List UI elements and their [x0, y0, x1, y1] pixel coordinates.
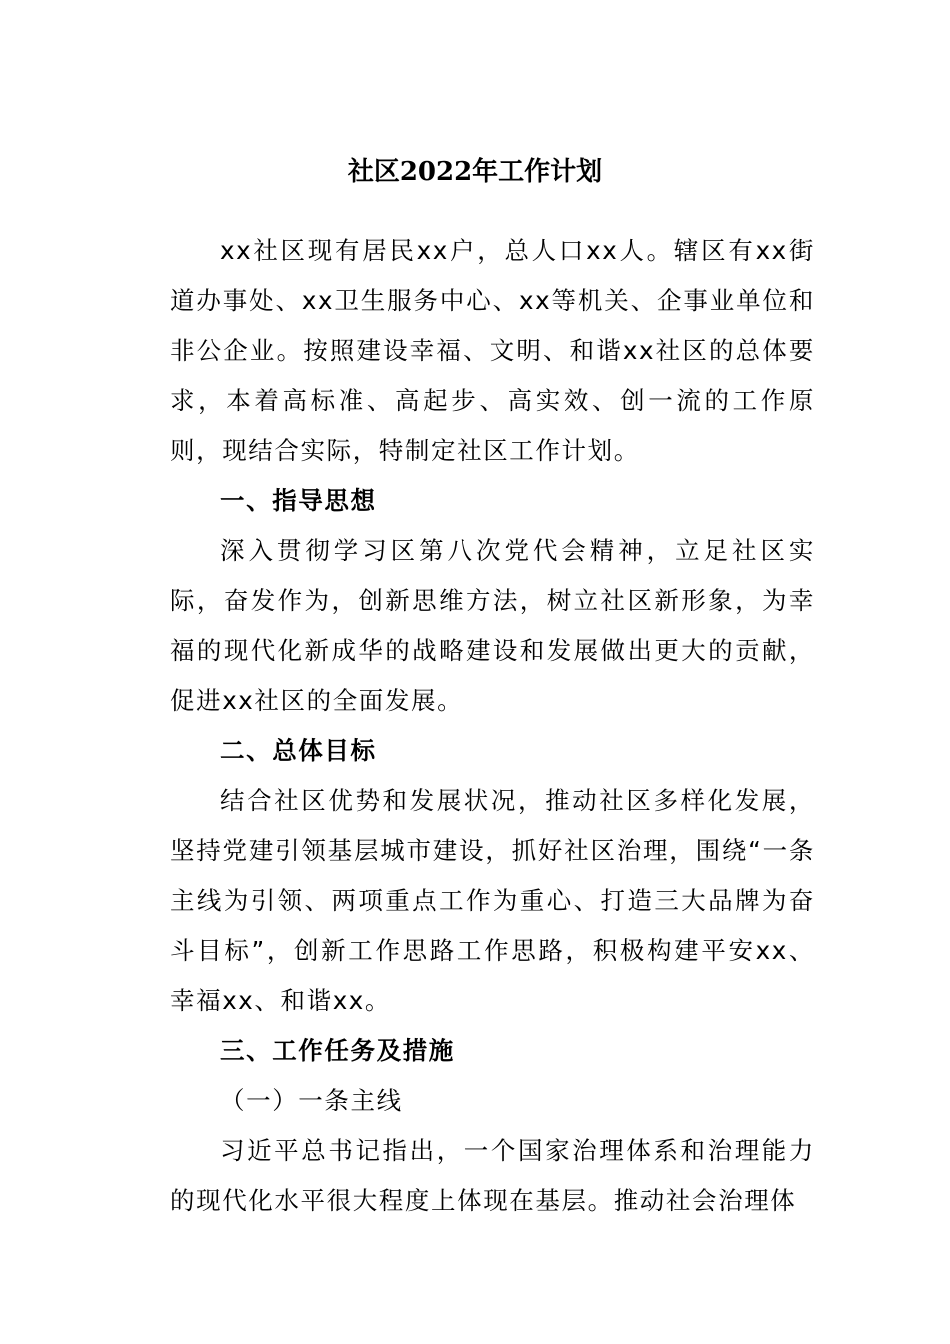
guiding-ideology-paragraph: 深入贯彻学习区第八次党代会精神，立足社区实际，奋发作为，创新思维方法，树立社区新形象，为幸福的现代化新成华的战略建设和发展做出更大的贡献，促进xx社区的全面发展。: [170, 536, 815, 715]
overall-goals-paragraph: 结合社区优势和发展状况，推动社区多样化发展，坚持党建引领基层城市建设，抓好社区治理，围绕“一条主线为引领、两项重点工作为重心、打造三大品牌为奋斗目标”，创新工作思路工作思路，积极构建平安xx、幸福xx、和谐xx。: [170, 786, 815, 1015]
section-heading-overall-goals: 二、总体目标: [220, 736, 377, 765]
section-heading-guiding-ideology: 一、指导思想: [220, 486, 377, 515]
document-body: [170, 226, 815, 1226]
document-title: 社区2022年工作计划: [347, 157, 603, 187]
intro-paragraph: xx社区现有居民xx户，总人口xx人。辖区有xx街道办事处、xx卫生服务中心、xx等机关、企事业单位和非公企业。按照建设幸福、文明、和谐xx社区的总体要求，本着高标准、高起步、高实效、创一流的工作原则，现结合实际，特制定社区工作计划。: [170, 236, 815, 465]
section-heading-tasks-measures: 三、工作任务及措施: [220, 1036, 455, 1065]
subsection-heading-main-line: （一）一条主线: [220, 1086, 403, 1115]
main-line-paragraph: 习近平总书记指出，一个国家治理体系和治理能力的现代化水平很大程度上体现在基层。推动社会治理体: [170, 1136, 815, 1215]
